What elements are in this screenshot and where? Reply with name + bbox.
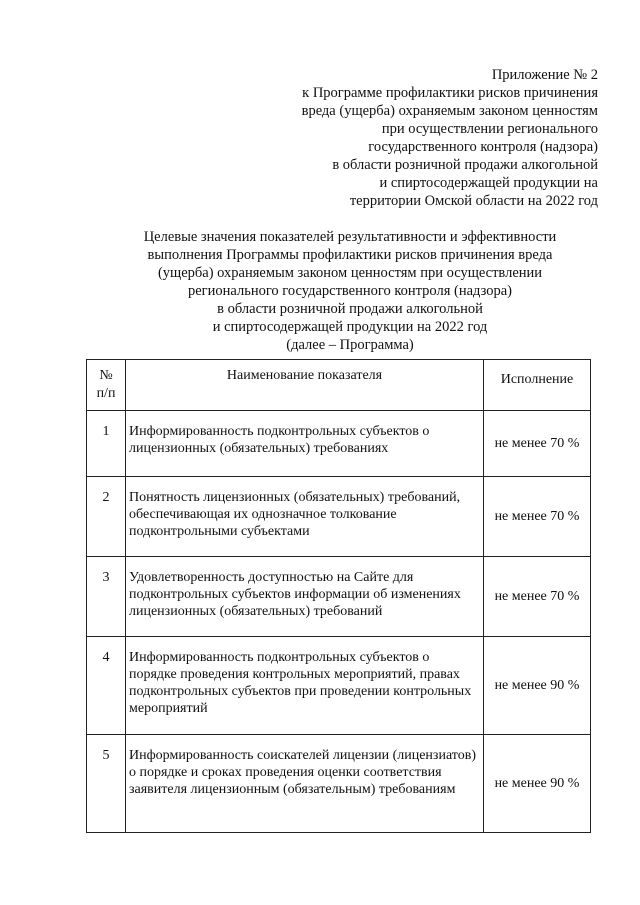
indicator-name: Информированность соискателей лицензии (лицензиатов) о порядке и сроках проведения оценки соответствия заявителя лицензионным (обязательным) требованиям [126, 735, 484, 833]
appendix-line: и спиртосодержащей продукции на [379, 175, 598, 191]
title-line: Целевые значения показателей результативности и эффективности [143, 229, 557, 245]
title-line: регионального государственного контроля (надзора) [188, 283, 512, 299]
appendix-line: при осуществлении регионального [381, 121, 598, 137]
table-row [87, 557, 591, 637]
appendix-line: Приложение № 2 [491, 67, 598, 83]
table-row [87, 477, 591, 557]
appendix-line: в области розничной продажи алкогольной [332, 157, 598, 173]
header-number-line2: п/п [96, 386, 116, 401]
row-number: 2 [87, 477, 126, 557]
appendix-line: государственного контроля (надзора) [368, 139, 598, 155]
table-row [87, 735, 591, 833]
table-row [87, 637, 591, 735]
document-title [100, 228, 600, 354]
row-number: 1 [87, 411, 126, 477]
header-number [87, 360, 126, 411]
header-number-line1: № [99, 368, 113, 383]
title-line: и спиртосодержащей продукции на 2022 год [212, 319, 488, 335]
table-row [87, 411, 591, 477]
appendix-header [258, 66, 598, 210]
row-number: 3 [87, 557, 126, 637]
execution-value: не менее 70 % [484, 411, 591, 477]
execution-value: не менее 70 % [484, 557, 591, 637]
title-line: в области розничной продажи алкогольной [217, 301, 483, 317]
execution-value: не менее 70 % [484, 477, 591, 557]
appendix-line: к Программе профилактики рисков причинения [302, 85, 598, 101]
title-line: выполнения Программы профилактики рисков причинения вреда [147, 247, 553, 263]
execution-value: не менее 90 % [484, 735, 591, 833]
title-line: (ущерба) охраняемым законом ценностям при осуществлении [157, 265, 543, 281]
title-line: (далее – Программа) [286, 337, 414, 353]
table-header-row [87, 360, 591, 411]
header-indicator-name: Наименование показателя [126, 360, 484, 411]
indicators-table [86, 359, 591, 833]
indicator-name: Понятность лицензионных (обязательных) требований, обеспечивающая их однозначное толкование подконтрольными субъектами [126, 477, 484, 557]
indicator-name: Удовлетворенность доступностью на Сайте для подконтрольных субъектов информации об изменениях лицензионных (обязательных) требований [126, 557, 484, 637]
appendix-line: вреда (ущерба) охраняемым законом ценностям [301, 103, 598, 119]
indicator-name: Информированность подконтрольных субъектов о порядке проведения контрольных мероприятий, правах подконтрольных субъектов при проведении контрольных мероприятий [126, 637, 484, 735]
row-number: 5 [87, 735, 126, 833]
indicator-name: Информированность подконтрольных субъектов о лицензионных (обязательных) требованиях [126, 411, 484, 477]
header-execution: Исполнение [484, 360, 591, 411]
execution-value: не менее 90 % [484, 637, 591, 735]
appendix-line: территории Омской области на 2022 год [349, 193, 598, 209]
row-number: 4 [87, 637, 126, 735]
